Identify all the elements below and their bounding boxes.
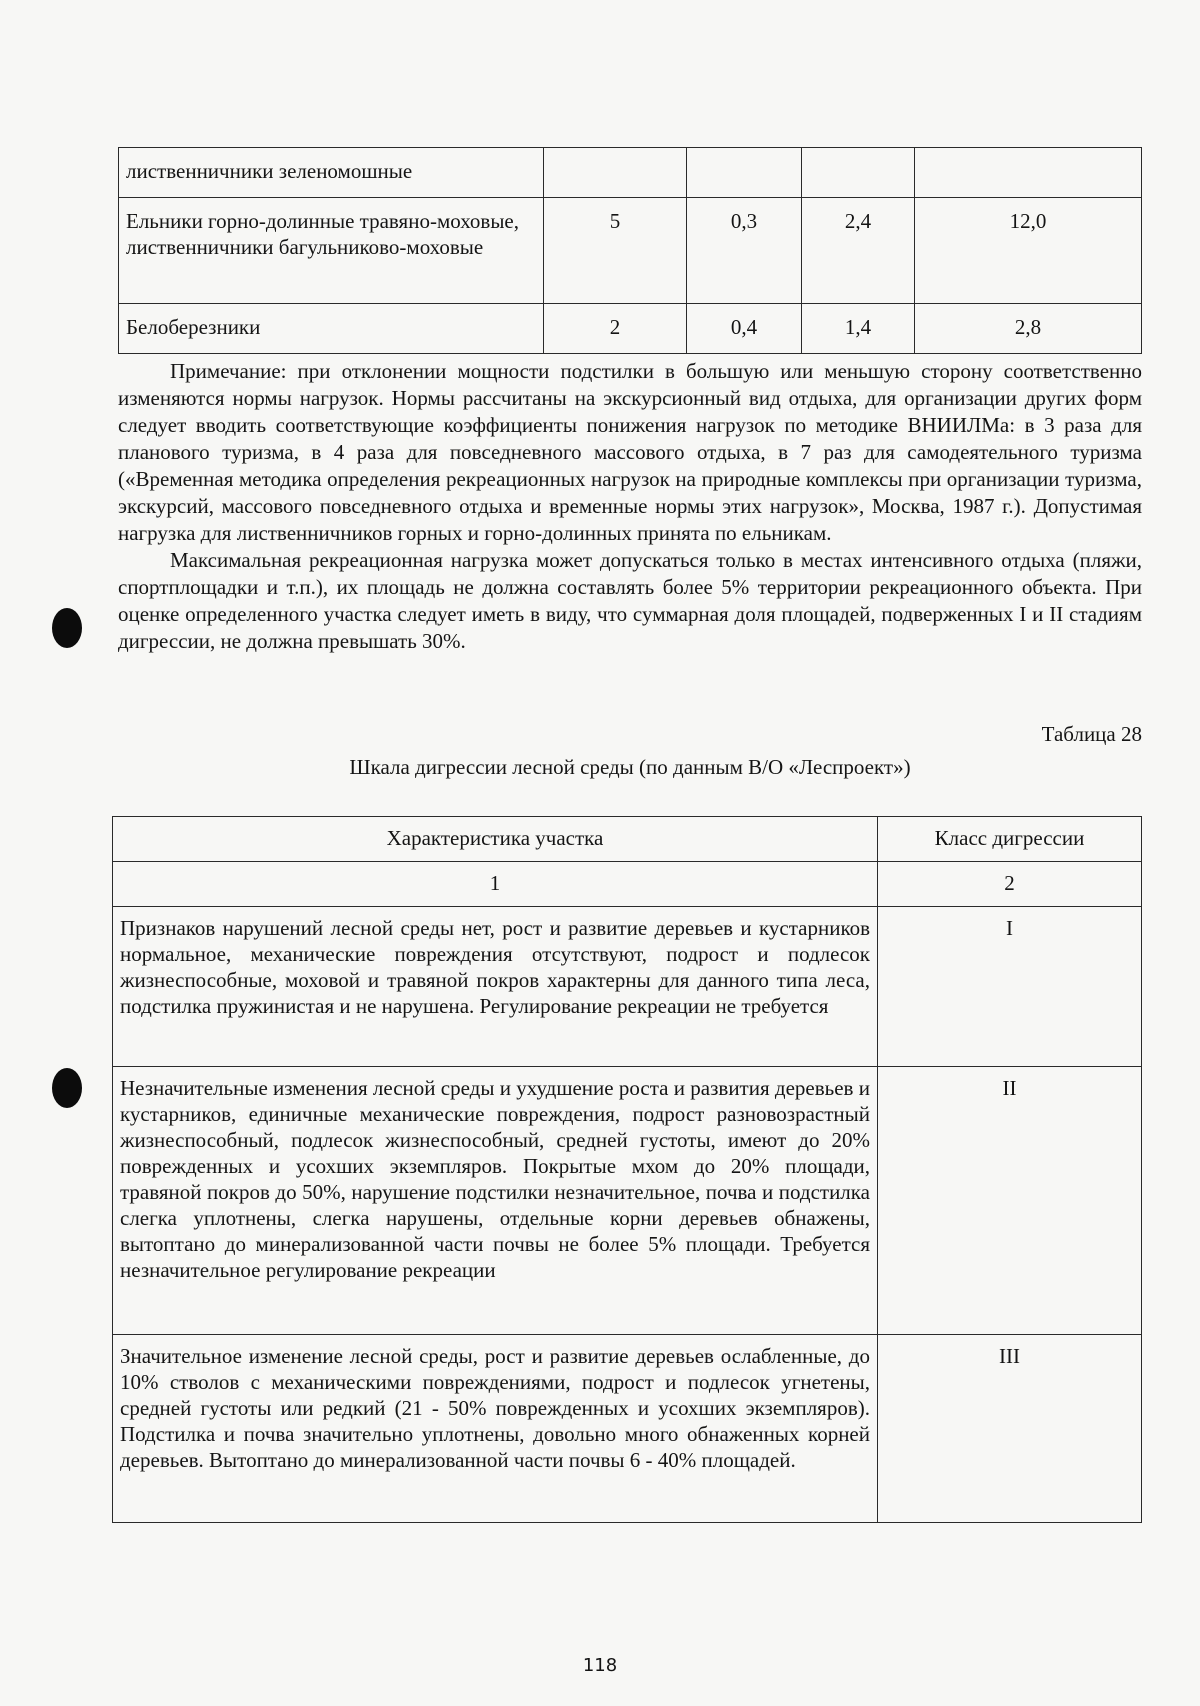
forest-type-cell: Ельники горно-долинные травяно-моховые, лиственничники багульниково-моховые — [119, 198, 544, 304]
table-row — [119, 148, 1142, 198]
value-cell: 5 — [544, 198, 687, 304]
site-description-cell: Значительное изменение лесной среды, рост и развитие деревьев ослабленные, до 10% стволов с механическими повреждениями, подрост и подлесок угнетены, средней густоты или редкий (21 - 50% поврежденных и усохших экземпляров). Подстилка и почва значительно уплотнены, довольно много обнаженных корней деревьев. Вытоптано до минерализованной части почвы 6 - 40% площадей. — [113, 1335, 878, 1523]
table-row — [119, 304, 1142, 354]
norms-table-continuation — [118, 147, 1142, 354]
table-title: Шкала дигрессии лесной среды (по данным В/О «Леспроект») — [349, 755, 911, 779]
digression-class-cell: I — [878, 907, 1142, 1067]
value-cell — [544, 148, 687, 198]
site-description-cell: Незначительные изменения лесной среды и ухудшение роста и развития деревьев и кустарников, единичные механические повреждения, подрост разновозрастный жизнеспособный, подлесок жизнеспособный, средней густоты, имеют до 20% поврежденных и усохших экземпляров. Покрытые мхом до 20% площади, травяной покров до 50%, нарушение подстилки незначительное, почва и подстилка слегка уплотнены, слегка нарушены, отдельные корни деревьев обнажены, вытоптано до минерализованной части почвы не более 5% площади. Требуется незначительное регулирование рекреации — [113, 1067, 878, 1335]
value-cell — [802, 148, 915, 198]
value-cell: 0,3 — [687, 198, 802, 304]
forest-type-cell: Белоберезники — [119, 304, 544, 354]
forest-type-cell: лиственничники зеленомошные — [119, 148, 544, 198]
value-cell: 2,4 — [802, 198, 915, 304]
value-cell — [687, 148, 802, 198]
column-number: 2 — [878, 862, 1142, 907]
value-cell: 1,4 — [802, 304, 915, 354]
digression-class-cell: II — [878, 1067, 1142, 1335]
value-cell: 2,8 — [915, 304, 1142, 354]
table-row — [119, 198, 1142, 304]
column-header: Класс дигрессии — [878, 817, 1142, 862]
value-cell: 12,0 — [915, 198, 1142, 304]
table-header-row — [113, 817, 1142, 862]
value-cell — [915, 148, 1142, 198]
column-header: Характеристика участка — [113, 817, 878, 862]
page-number: 118 — [582, 1655, 618, 1676]
digression-scale-table — [112, 816, 1142, 1523]
punch-hole-top — [52, 608, 82, 648]
column-numbers-row — [113, 862, 1142, 907]
body-text — [118, 358, 1142, 655]
table-row — [113, 1067, 1142, 1335]
value-cell: 2 — [544, 304, 687, 354]
table-row — [113, 1335, 1142, 1523]
note-paragraph: Примечание: при отклонении мощности подстилки в большую или меньшую сторону соответственно изменяются нормы нагрузок. Нормы рассчитаны на экскурсионный вид отдыха, для организации других форм следует вводить соответствующие коэффициенты понижения нагрузок по методике ВНИИЛМа: в 3 раза для планового туризма, в 4 раза для повседневного массового отдыха, в 7 раз для самодеятельного туризма («Временная методика определения рекреационных нагрузок на природные комплексы при организации туризма, экскурсий, массового повседневного отдыха и временные нормы этих нагрузок», Москва, 1987 г.). Допустимая нагрузка для лиственничников горных и горно-долинных принята по ельникам. — [118, 359, 1142, 545]
table-number-label: Таблица 28 — [1041, 722, 1142, 746]
body-paragraph: Максимальная рекреационная нагрузка может допускаться только в местах интенсивного отдыха (пляжи, спортплощадки и т.п.), их площадь не должна составлять более 5% территории рекреационного объекта. При оценке определенного участка следует иметь в виду, что суммарная доля площадей, подверженных I и II стадиям дигрессии, не должна превышать 30%. — [118, 548, 1142, 653]
digression-class-cell: III — [878, 1335, 1142, 1523]
table-row — [113, 907, 1142, 1067]
column-number: 1 — [113, 862, 878, 907]
site-description-cell: Признаков нарушений лесной среды нет, рост и развитие деревьев и кустарников нормальное, механические повреждения отсутствуют, подрост и подлесок жизнеспособные, моховой и травяной покров характерны для данного типа леса, подстилка пружинистая и не нарушена. Регулирование рекреации не требуется — [113, 907, 878, 1067]
value-cell: 0,4 — [687, 304, 802, 354]
punch-hole-bottom — [52, 1068, 82, 1108]
